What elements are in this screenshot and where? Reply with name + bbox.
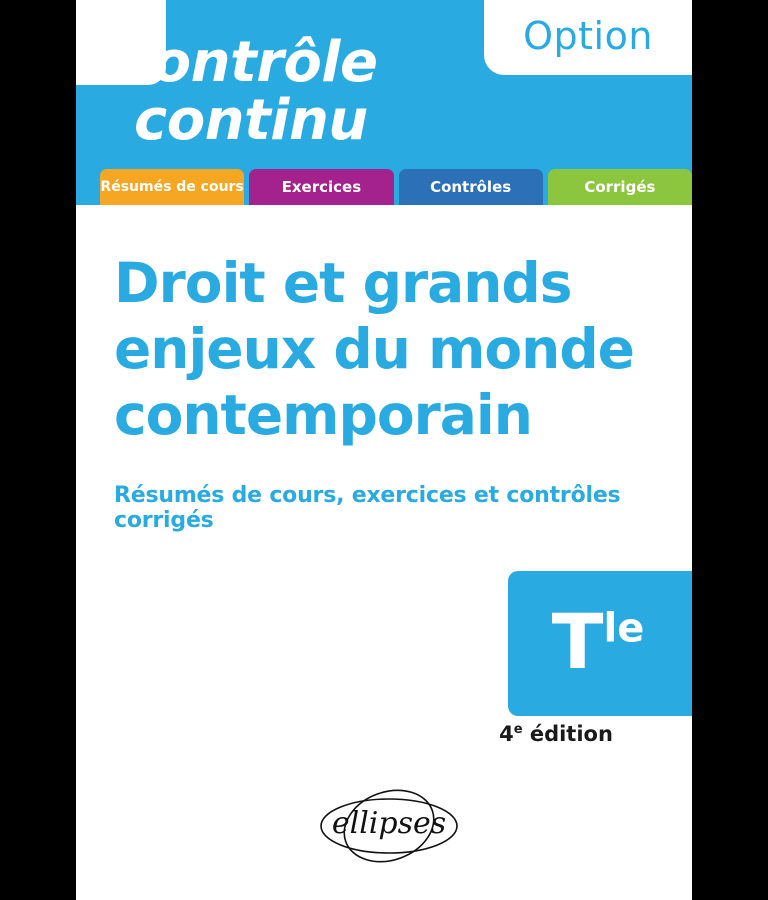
option-badge bbox=[484, 0, 692, 75]
edition-word: édition bbox=[522, 722, 613, 746]
level-label bbox=[508, 571, 688, 716]
book-cover bbox=[76, 0, 692, 900]
level-letter: T bbox=[551, 597, 604, 686]
collection-title bbox=[112, 30, 512, 153]
edition-label bbox=[456, 722, 656, 746]
edition-number: 4 bbox=[499, 722, 514, 746]
option-label: Option bbox=[523, 14, 653, 58]
book-title-line3: contemporain bbox=[114, 383, 532, 447]
collection-title-line2: continu bbox=[134, 88, 368, 153]
book-title-line1: Droit et grands bbox=[114, 251, 572, 315]
section-tabs bbox=[76, 167, 692, 205]
edition-suffix: e bbox=[513, 722, 523, 737]
level-badge bbox=[508, 571, 692, 716]
tab-resumes-de-cours: Résumés de cours bbox=[100, 169, 244, 205]
tab-controles: Contrôles bbox=[399, 169, 543, 205]
collection-title-line1: Contrôle bbox=[112, 30, 378, 95]
level-exponent: le bbox=[603, 605, 645, 652]
cover-body bbox=[76, 205, 692, 900]
publisher-logo bbox=[304, 780, 474, 875]
tab-corriges: Corrigés bbox=[548, 169, 692, 205]
book-title-line2: enjeux du monde bbox=[114, 317, 634, 381]
publisher-name: ellipses bbox=[331, 806, 447, 841]
book-subtitle: Résumés de cours, exercices et contrôles corrigés bbox=[114, 483, 621, 533]
book-title bbox=[114, 250, 674, 448]
tab-exercices: Exercices bbox=[249, 169, 393, 205]
